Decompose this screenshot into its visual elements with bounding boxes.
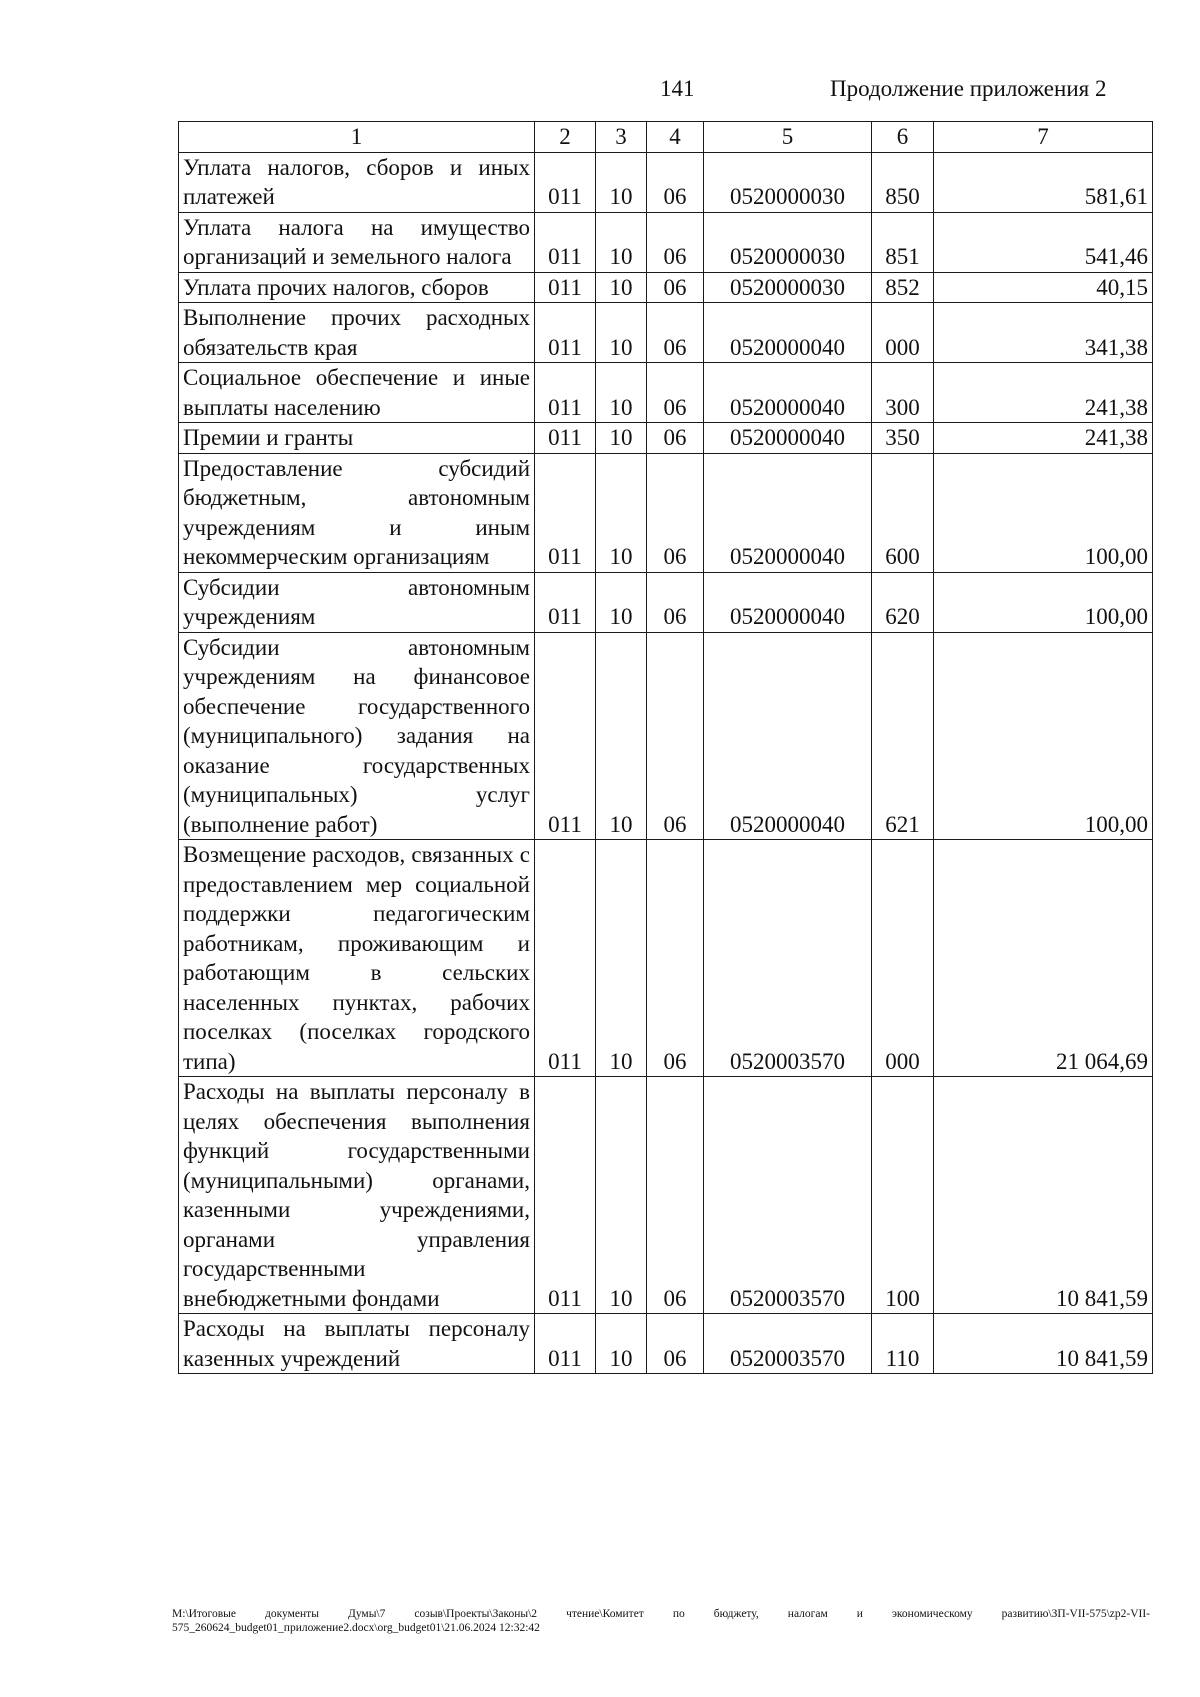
amount: 10 841,59	[934, 1077, 1153, 1314]
table-row	[179, 572, 1153, 632]
section-code: 10	[596, 212, 647, 272]
expense-name: Социальное обеспечение и иные выплаты населению	[179, 363, 535, 423]
column-header: 6	[872, 122, 934, 153]
target-article-code: 0520000040	[704, 632, 872, 840]
subsection-code: 06	[647, 572, 704, 632]
target-article-code: 0520000030	[704, 272, 872, 303]
target-article-code: 0520000030	[704, 212, 872, 272]
target-article-code: 0520003570	[704, 840, 872, 1077]
expense-type-code: 350	[872, 423, 934, 454]
subsection-code: 06	[647, 152, 704, 212]
target-article-code: 0520003570	[704, 1314, 872, 1374]
expense-type-code: 620	[872, 572, 934, 632]
ministry-code: 011	[535, 453, 596, 572]
expense-name: Премии и гранты	[179, 423, 535, 454]
ministry-code: 011	[535, 572, 596, 632]
ministry-code: 011	[535, 152, 596, 212]
table-row	[179, 1314, 1153, 1374]
expense-name: Уплата налогов, сборов и иных платежей	[179, 152, 535, 212]
expense-type-code: 851	[872, 212, 934, 272]
subsection-code: 06	[647, 840, 704, 1077]
expense-name: Уплата налога на имущество организаций и земельного налога	[179, 212, 535, 272]
amount: 100,00	[934, 453, 1153, 572]
amount: 100,00	[934, 632, 1153, 840]
expense-name: Субсидии автономным учреждениям	[179, 572, 535, 632]
subsection-code: 06	[647, 212, 704, 272]
subsection-code: 06	[647, 1314, 704, 1374]
expense-type-code: 621	[872, 632, 934, 840]
ministry-code: 011	[535, 632, 596, 840]
subsection-code: 06	[647, 453, 704, 572]
expense-name: Выполнение прочих расходных обязательств края	[179, 303, 535, 363]
table-header-row	[179, 122, 1153, 153]
table-row	[179, 632, 1153, 840]
ministry-code: 011	[535, 272, 596, 303]
ministry-code: 011	[535, 212, 596, 272]
expense-type-code: 300	[872, 363, 934, 423]
section-code: 10	[596, 423, 647, 454]
expense-name: Расходы на выплаты персоналу казенных учреждений	[179, 1314, 535, 1374]
expense-name: Расходы на выплаты персоналу в целях обеспечения выполнения функций государственными (муниципальными) органами, казенными учреждениями, органами управления государственными внебюджетными фондами	[179, 1077, 535, 1314]
ministry-code: 011	[535, 423, 596, 454]
target-article-code: 0520000040	[704, 572, 872, 632]
section-code: 10	[596, 840, 647, 1077]
ministry-code: 011	[535, 840, 596, 1077]
amount: 541,46	[934, 212, 1153, 272]
section-code: 10	[596, 1314, 647, 1374]
table-row	[179, 303, 1153, 363]
table-row	[179, 453, 1153, 572]
column-header: 2	[535, 122, 596, 153]
target-article-code: 0520000040	[704, 423, 872, 454]
subsection-code: 06	[647, 363, 704, 423]
document-file-path-footer: M:\Итоговые документы Думы\7 созыв\Проекты\Законы\2 чтение\Комитет по бюджету, налогам и экономическому развитию\ЗП-VII-575\zp2-VII-575_260624_budget01_приложение2.docx\org_budget01\21.06.2024 12:32:42	[172, 1608, 1150, 1634]
amount: 581,61	[934, 152, 1153, 212]
section-code: 10	[596, 632, 647, 840]
ministry-code: 011	[535, 1077, 596, 1314]
amount: 10 841,59	[934, 1314, 1153, 1374]
expense-type-code: 850	[872, 152, 934, 212]
amount: 241,38	[934, 423, 1153, 454]
expense-name: Возмещение расходов, связанных с предоставлением мер социальной поддержки педагогическим работникам, проживающим и работающим в сельских населенных пунктах, рабочих поселках (поселках городского типа)	[179, 840, 535, 1077]
target-article-code: 0520000040	[704, 303, 872, 363]
section-code: 10	[596, 303, 647, 363]
amount: 21 064,69	[934, 840, 1153, 1077]
target-article-code: 0520000040	[704, 453, 872, 572]
section-code: 10	[596, 1077, 647, 1314]
table-row	[179, 840, 1153, 1077]
section-code: 10	[596, 572, 647, 632]
section-code: 10	[596, 453, 647, 572]
table-row	[179, 423, 1153, 454]
target-article-code: 0520000030	[704, 152, 872, 212]
ministry-code: 011	[535, 1314, 596, 1374]
expense-type-code: 110	[872, 1314, 934, 1374]
expense-type-code: 000	[872, 303, 934, 363]
section-code: 10	[596, 152, 647, 212]
expense-type-code: 000	[872, 840, 934, 1077]
amount: 241,38	[934, 363, 1153, 423]
column-header: 1	[179, 122, 535, 153]
target-article-code: 0520003570	[704, 1077, 872, 1314]
column-header: 3	[596, 122, 647, 153]
subsection-code: 06	[647, 423, 704, 454]
target-article-code: 0520000040	[704, 363, 872, 423]
expense-type-code: 852	[872, 272, 934, 303]
budget-table	[178, 121, 1153, 1374]
subsection-code: 06	[647, 632, 704, 840]
appendix-continuation-caption: Продолжение приложения 2	[830, 76, 1107, 101]
amount: 100,00	[934, 572, 1153, 632]
column-header: 5	[704, 122, 872, 153]
expense-type-code: 600	[872, 453, 934, 572]
page-number: 141	[660, 76, 695, 101]
table-row	[179, 363, 1153, 423]
amount: 40,15	[934, 272, 1153, 303]
expense-name: Уплата прочих налогов, сборов	[179, 272, 535, 303]
column-header: 7	[934, 122, 1153, 153]
table-row	[179, 1077, 1153, 1314]
subsection-code: 06	[647, 303, 704, 363]
subsection-code: 06	[647, 1077, 704, 1314]
ministry-code: 011	[535, 363, 596, 423]
ministry-code: 011	[535, 303, 596, 363]
expense-name: Субсидии автономным учреждениям на финансовое обеспечение государственного (муниципального) задания на оказание государственных (муниципальных) услуг (выполнение работ)	[179, 632, 535, 840]
subsection-code: 06	[647, 272, 704, 303]
expense-name: Предоставление субсидий бюджетным, автономным учреждениям и иным некоммерческим организациям	[179, 453, 535, 572]
table-row	[179, 212, 1153, 272]
section-code: 10	[596, 363, 647, 423]
expense-type-code: 100	[872, 1077, 934, 1314]
table-row	[179, 272, 1153, 303]
amount: 341,38	[934, 303, 1153, 363]
column-header: 4	[647, 122, 704, 153]
section-code: 10	[596, 272, 647, 303]
table-row	[179, 152, 1153, 212]
